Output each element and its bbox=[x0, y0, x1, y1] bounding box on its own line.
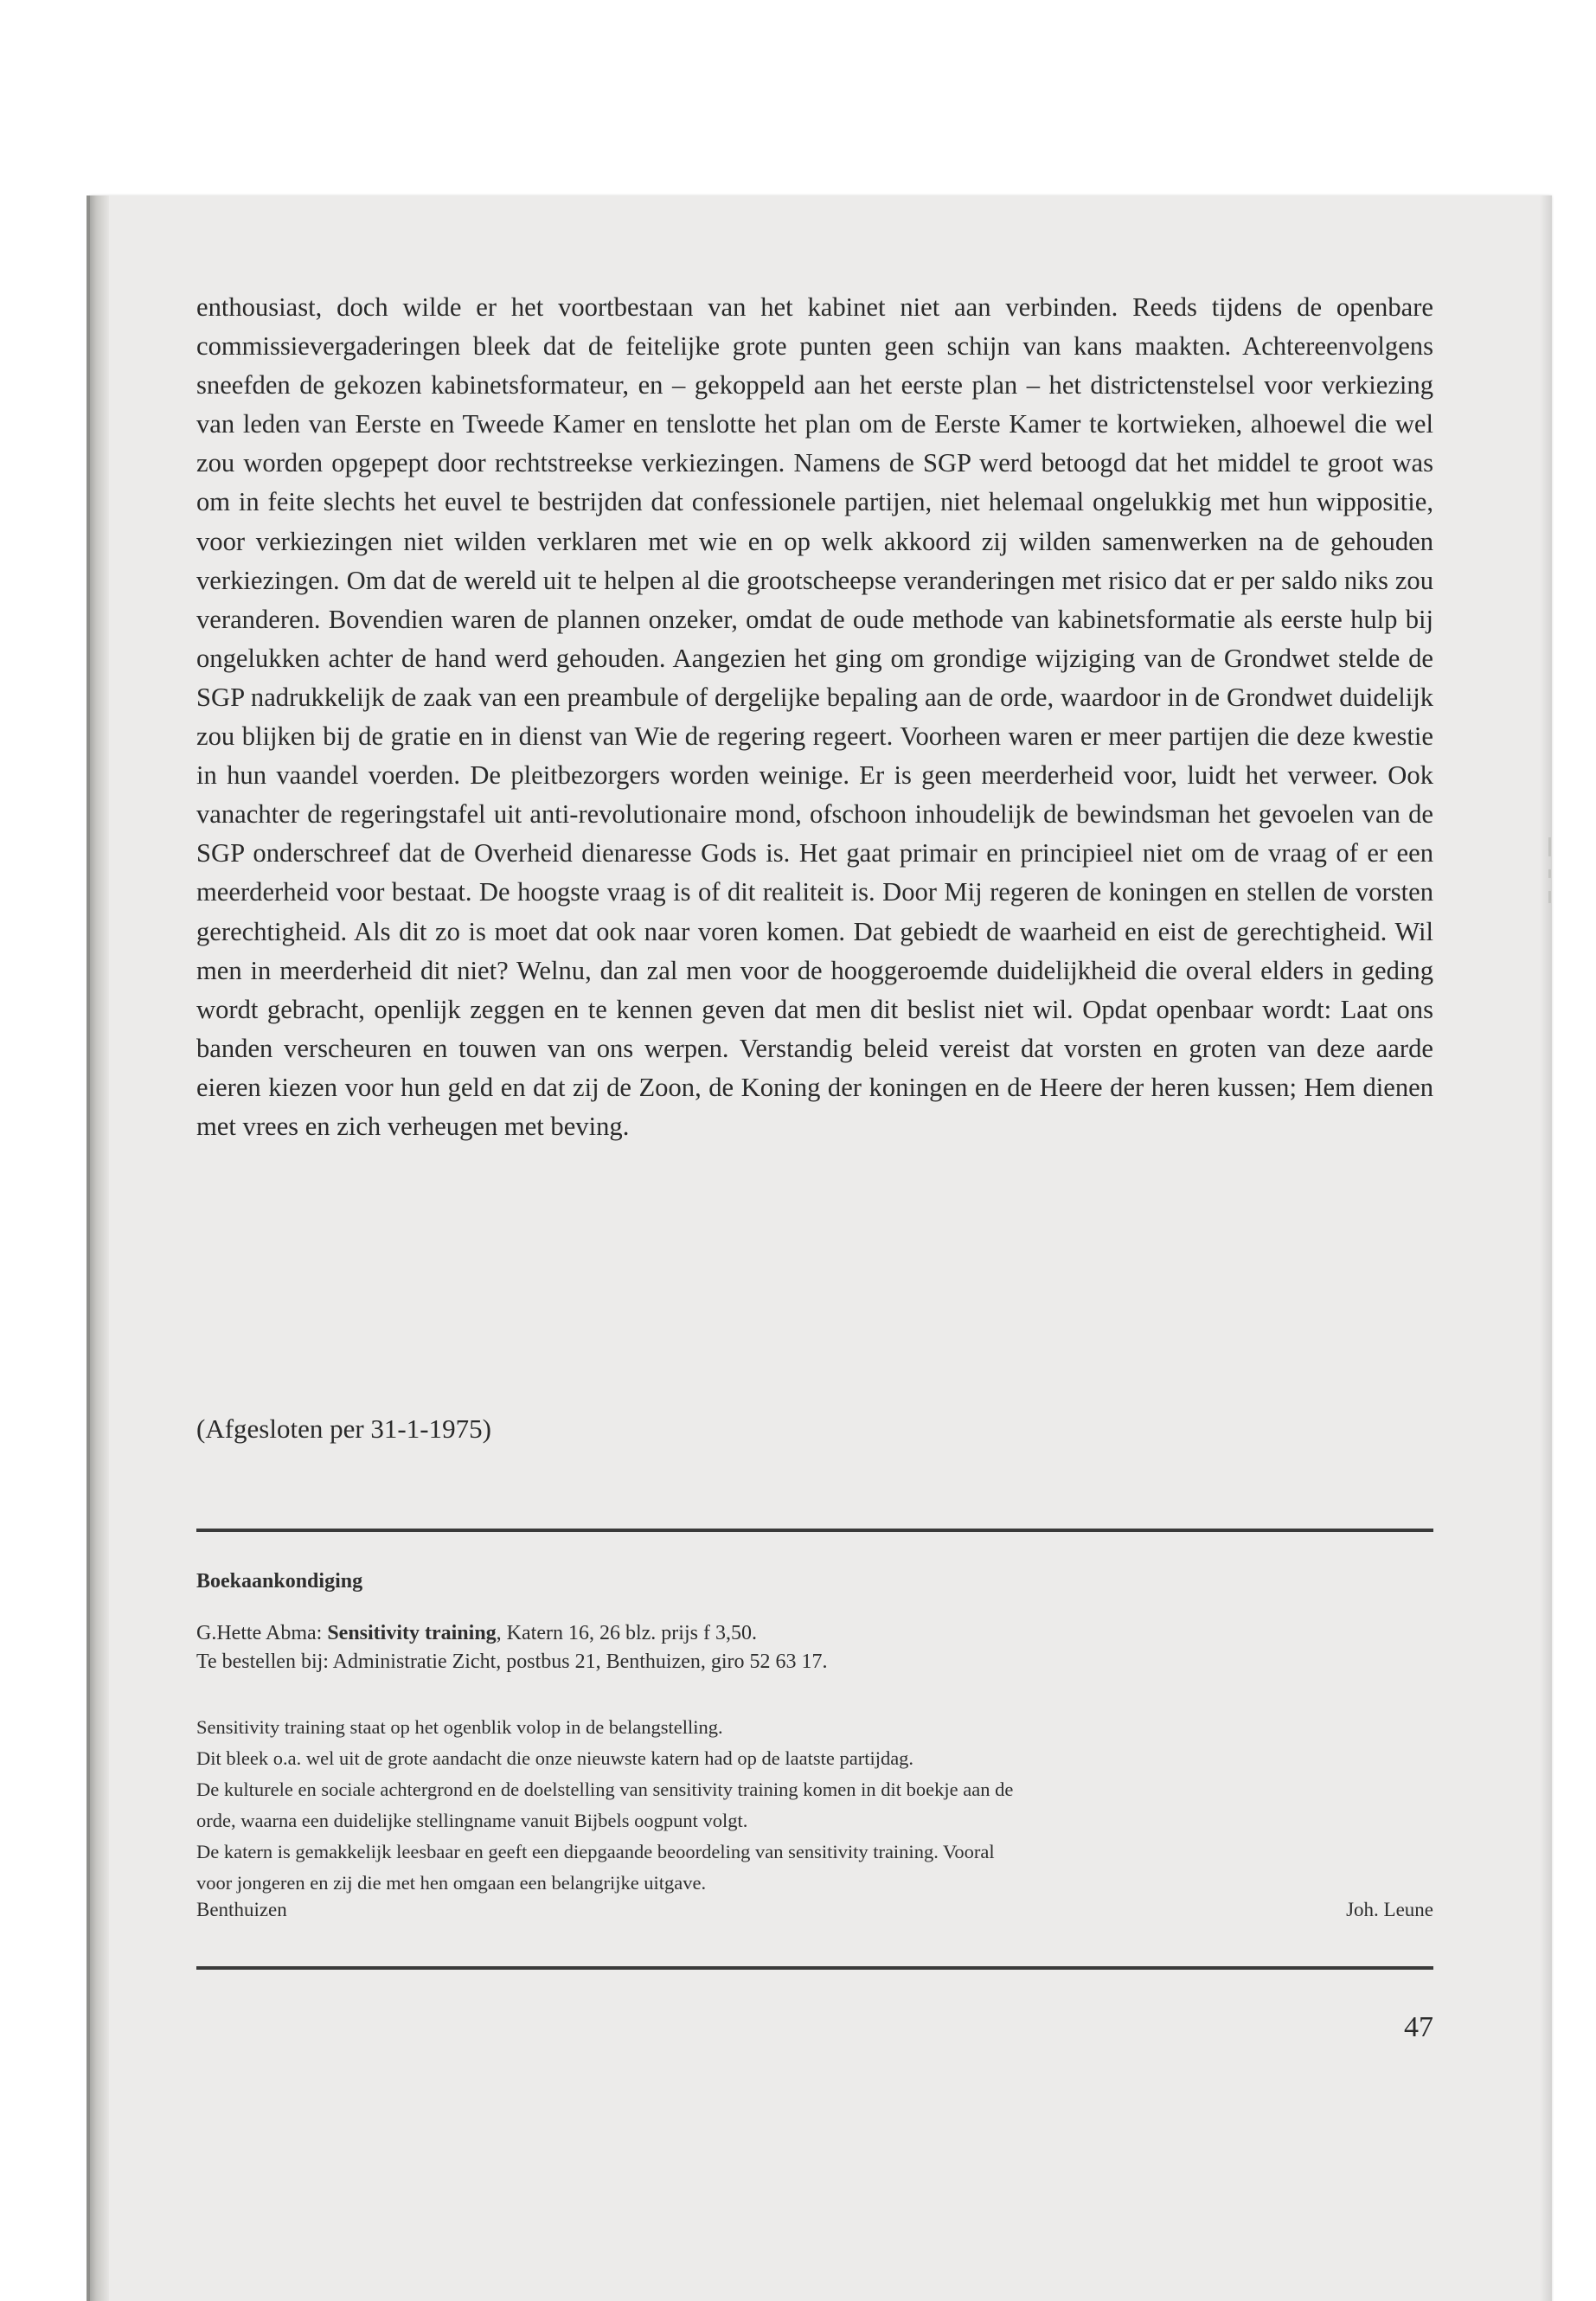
description-line: Sensitivity training staat op het ogenblik volop in de belangstelling. bbox=[196, 1716, 723, 1738]
reviewer-signature: Joh. Leune bbox=[1346, 1899, 1433, 1920]
signature-row bbox=[196, 1897, 1433, 1923]
description-line: voor jongeren en zij die met hen omgaan een belangrijke uitgave. bbox=[196, 1872, 707, 1894]
order-info: Te bestellen bij: Administratie Zicht, postbus 21, Benthuizen, giro 52 63 17. bbox=[196, 1650, 828, 1673]
section-divider-bottom bbox=[196, 1966, 1433, 1970]
margin-mark bbox=[1548, 869, 1551, 878]
margin-mark bbox=[1548, 837, 1551, 856]
description-line: De kulturele en sociale achtergrond en de doelstelling van sensitivity training komen in dit boekje aan de bbox=[196, 1779, 1014, 1800]
notice-description bbox=[196, 1712, 1433, 1899]
description-line: De katern is gemakkelijk leesbaar en geeft een diepgaande beoordeling van sensitivity training. Vooral bbox=[196, 1841, 995, 1862]
page-number: 47 bbox=[1404, 2011, 1433, 2043]
place-name: Benthuizen bbox=[196, 1899, 287, 1920]
notice-heading: Boekaankondiging bbox=[196, 1570, 363, 1593]
section-divider-top bbox=[196, 1529, 1433, 1532]
description-line: Dit bleek o.a. wel uit de grote aandacht die onze nieuwste katern had op de laatste partijdag. bbox=[196, 1747, 914, 1769]
gutter-shadow bbox=[90, 195, 109, 2301]
description-line: orde, waarna een duidelijke stellingname vanuit Bijbels oogpunt volgt. bbox=[196, 1810, 748, 1831]
body-paragraph: enthousiast, doch wilde er het voortbestaan van het kabinet niet aan verbinden. Reeds tijdens de openbare commissievergaderingen bleek dat de feitelijke grote punten geen schijn van kans maakten. Achtereenvolgens sneefden de gekozen kabinetsformateur, en – gekoppeld aan het eerste plan – het districtenstelsel voor verkiezing van leden van Eerste en Tweede Kamer en tenslotte het plan om de Eerste Kamer te kortwieken, alhoewel die wel zou worden opgepept door rechtstreekse verkiezingen. Namens de SGP werd betoogd dat het middel te groot was om in feite slechts het euvel te bestrijden dat confessionele partijen, niet helemaal ongelukkig met hun wippositie, voor verkiezingen niet wilden verklaren met wie en op welk akkoord zij wilden samenwerken na de gehouden verkiezingen. Om dat de wereld uit te helpen al die grootscheepse veranderingen met risico dat er per saldo niks zou veranderen. Bovendien waren de plannen onzeker, omdat de oude methode van kabinetsformatie als eerste hulp bij ongelukken achter de hand werd gehouden. Aangezien het ging om grondige wijziging van de Grondwet stelde de SGP nadrukkelijk de zaak van een preambule of dergelijke bepaling aan de orde, waardoor in de Grondwet duidelijk zou blijken bij de gratie en in dienst van Wie de regering regeert. Voorheen waren er meer partijen die deze kwestie in hun vaandel voerden. De pleitbezorgers worden weinige. Er is geen meerderheid voor, luidt het verweer. Ook vanachter de regeringstafel uit anti-revolutionaire mond, ofschoon inhoudelijk de bewindsman het gevoelen van de SGP onderschreef dat de Overheid dienaresse Gods is. Het gaat primair en principieel niet om de vraag of er een meerderheid voor bestaat. De hoogste vraag is of dit realiteit is. Door Mij regeren de koningen en stellen de vorsten gerechtigheid. Als dit zo is moet dat ook naar voren komen. Dat gebiedt de waarheid en eist de gerechtigheid. Wil men in meerderheid dit niet? Welnu, dan zal men voor de hooggeroemde duidelijkheid die overal elders in geding wordt gebracht, openlijk zeggen en te kennen geven dat men dit beslist niet wil. Opdat openbaar wordt: Laat ons banden verscheuren en touwen van ons werpen. Verstandig beleid vereist dat vorsten en groten van deze aarde eieren kiezen voor hun geld en dat zij de Zoon, de Koning der koningen en de Heere der heren kussen; Hem dienen met vrees en zich verheugen met beving. bbox=[196, 292, 1433, 1141]
book-title: Sensitivity training bbox=[327, 1622, 497, 1644]
closing-note: (Afgesloten per 31-1-1975) bbox=[196, 1413, 491, 1444]
book-author: G.Hette Abma: bbox=[196, 1622, 328, 1644]
margin-mark bbox=[1548, 891, 1551, 903]
book-details: , Katern 16, 26 blz. prijs f 3,50. bbox=[496, 1622, 757, 1644]
book-citation bbox=[196, 1620, 757, 1646]
